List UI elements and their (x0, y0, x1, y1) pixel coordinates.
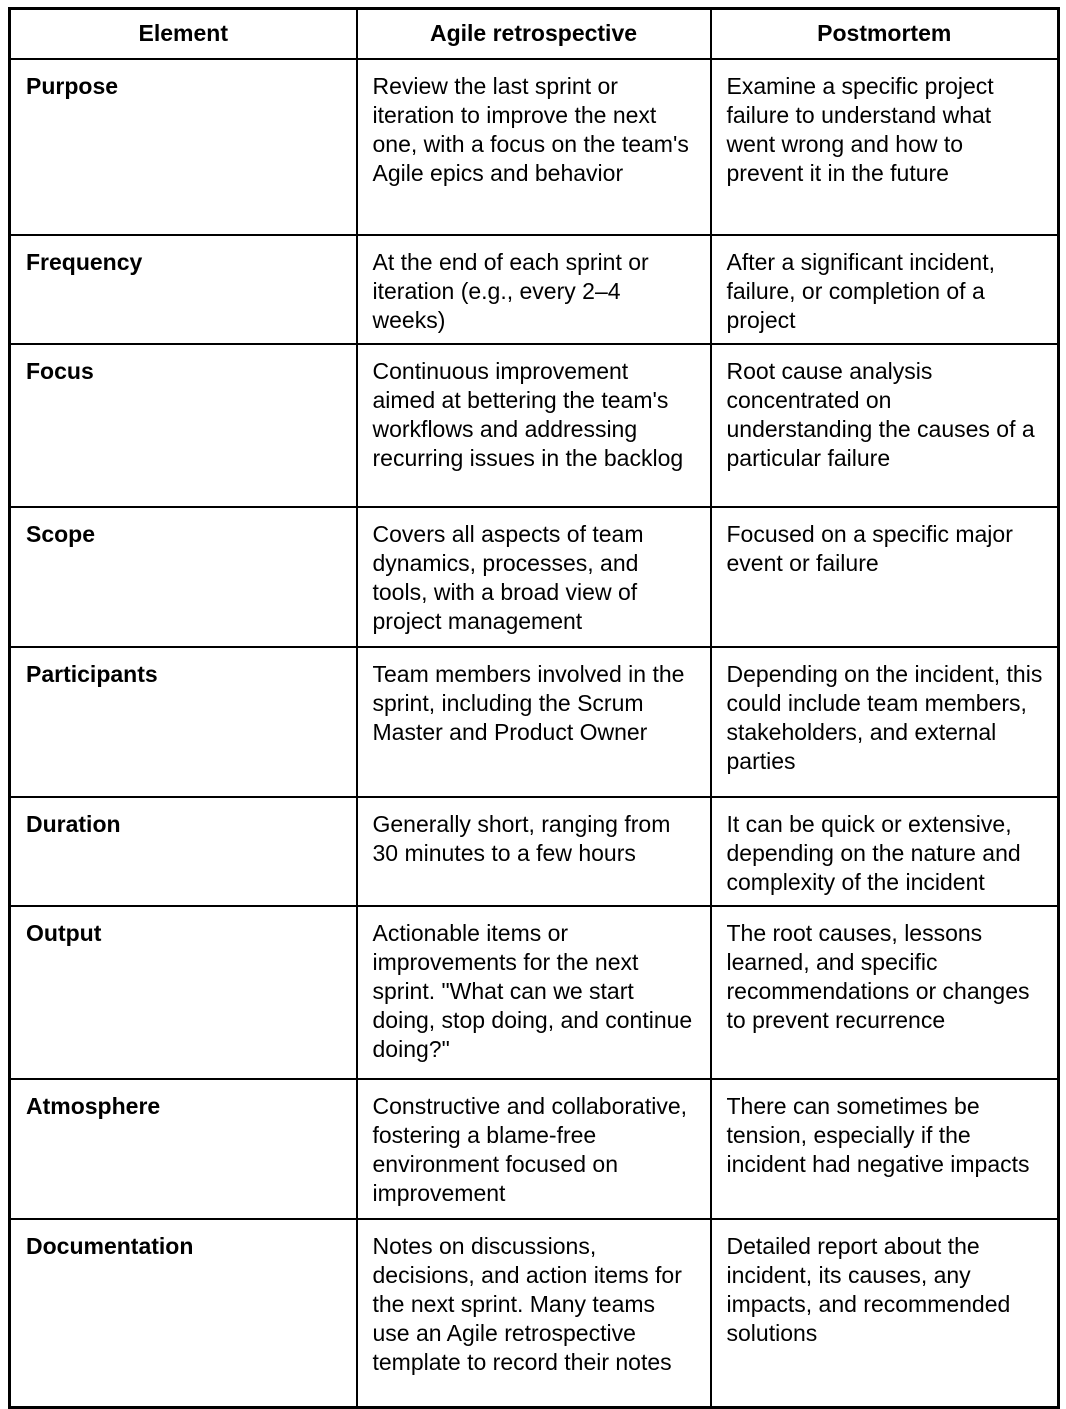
table-row-output (10, 906, 1059, 1079)
header-row (10, 9, 1059, 59)
table-row-frequency (10, 235, 1059, 344)
header-cell-agile-retrospective: Agile retrospective (357, 9, 711, 59)
table-row-scope (10, 507, 1059, 647)
row-label-output: Output (10, 906, 357, 1079)
cell-atmosphere-agile: Constructive and collaborative, fostering a blame-free environment focused on improvement (357, 1079, 711, 1219)
cell-frequency-postmortem: After a significant incident, failure, or completion of a project (711, 235, 1059, 344)
cell-scope-postmortem: Focused on a specific major event or failure (711, 507, 1059, 647)
cell-focus-postmortem: Root cause analysis concentrated on understanding the causes of a particular failure (711, 344, 1059, 507)
row-label-frequency: Frequency (10, 235, 357, 344)
cell-atmosphere-postmortem: There can sometimes be tension, especially if the incident had negative impacts (711, 1079, 1059, 1219)
cell-participants-agile: Team members involved in the sprint, including the Scrum Master and Product Owner (357, 647, 711, 797)
table-row-participants (10, 647, 1059, 797)
header-cell-postmortem: Postmortem (711, 9, 1059, 59)
cell-duration-agile: Generally short, ranging from 30 minutes to a few hours (357, 797, 711, 906)
table-row-purpose (10, 59, 1059, 235)
row-label-focus: Focus (10, 344, 357, 507)
cell-output-agile: Actionable items or improvements for the next sprint. "What can we start doing, stop doing, and continue doing?" (357, 906, 711, 1079)
cell-output-postmortem: The root causes, lessons learned, and specific recommendations or changes to prevent recurrence (711, 906, 1059, 1079)
row-label-duration: Duration (10, 797, 357, 906)
row-label-atmosphere: Atmosphere (10, 1079, 357, 1219)
row-label-participants: Participants (10, 647, 357, 797)
cell-purpose-postmortem: Examine a specific project failure to understand what went wrong and how to prevent it in the future (711, 59, 1059, 235)
row-label-scope: Scope (10, 507, 357, 647)
table-row-focus (10, 344, 1059, 507)
cell-documentation-agile: Notes on discussions, decisions, and action items for the next sprint. Many teams use an Agile retrospective template to record their notes (357, 1219, 711, 1408)
cell-scope-agile: Covers all aspects of team dynamics, processes, and tools, with a broad view of project management (357, 507, 711, 647)
cell-documentation-postmortem: Detailed report about the incident, its causes, any impacts, and recommended solutions (711, 1219, 1059, 1408)
table-row-duration (10, 797, 1059, 906)
row-label-purpose: Purpose (10, 59, 357, 235)
cell-duration-postmortem: It can be quick or extensive, depending on the nature and complexity of the incident (711, 797, 1059, 906)
table-row-documentation (10, 1219, 1059, 1408)
header-cell-element: Element (10, 9, 357, 59)
table-row-atmosphere (10, 1079, 1059, 1219)
cell-focus-agile: Continuous improvement aimed at bettering the team's workflows and addressing recurring issues in the backlog (357, 344, 711, 507)
cell-participants-postmortem: Depending on the incident, this could include team members, stakeholders, and external parties (711, 647, 1059, 797)
retrospective-vs-postmortem-table (8, 7, 1060, 1409)
cell-purpose-agile: Review the last sprint or iteration to improve the next one, with a focus on the team's Agile epics and behavior (357, 59, 711, 235)
row-label-documentation: Documentation (10, 1219, 357, 1408)
cell-frequency-agile: At the end of each sprint or iteration (e.g., every 2–4 weeks) (357, 235, 711, 344)
